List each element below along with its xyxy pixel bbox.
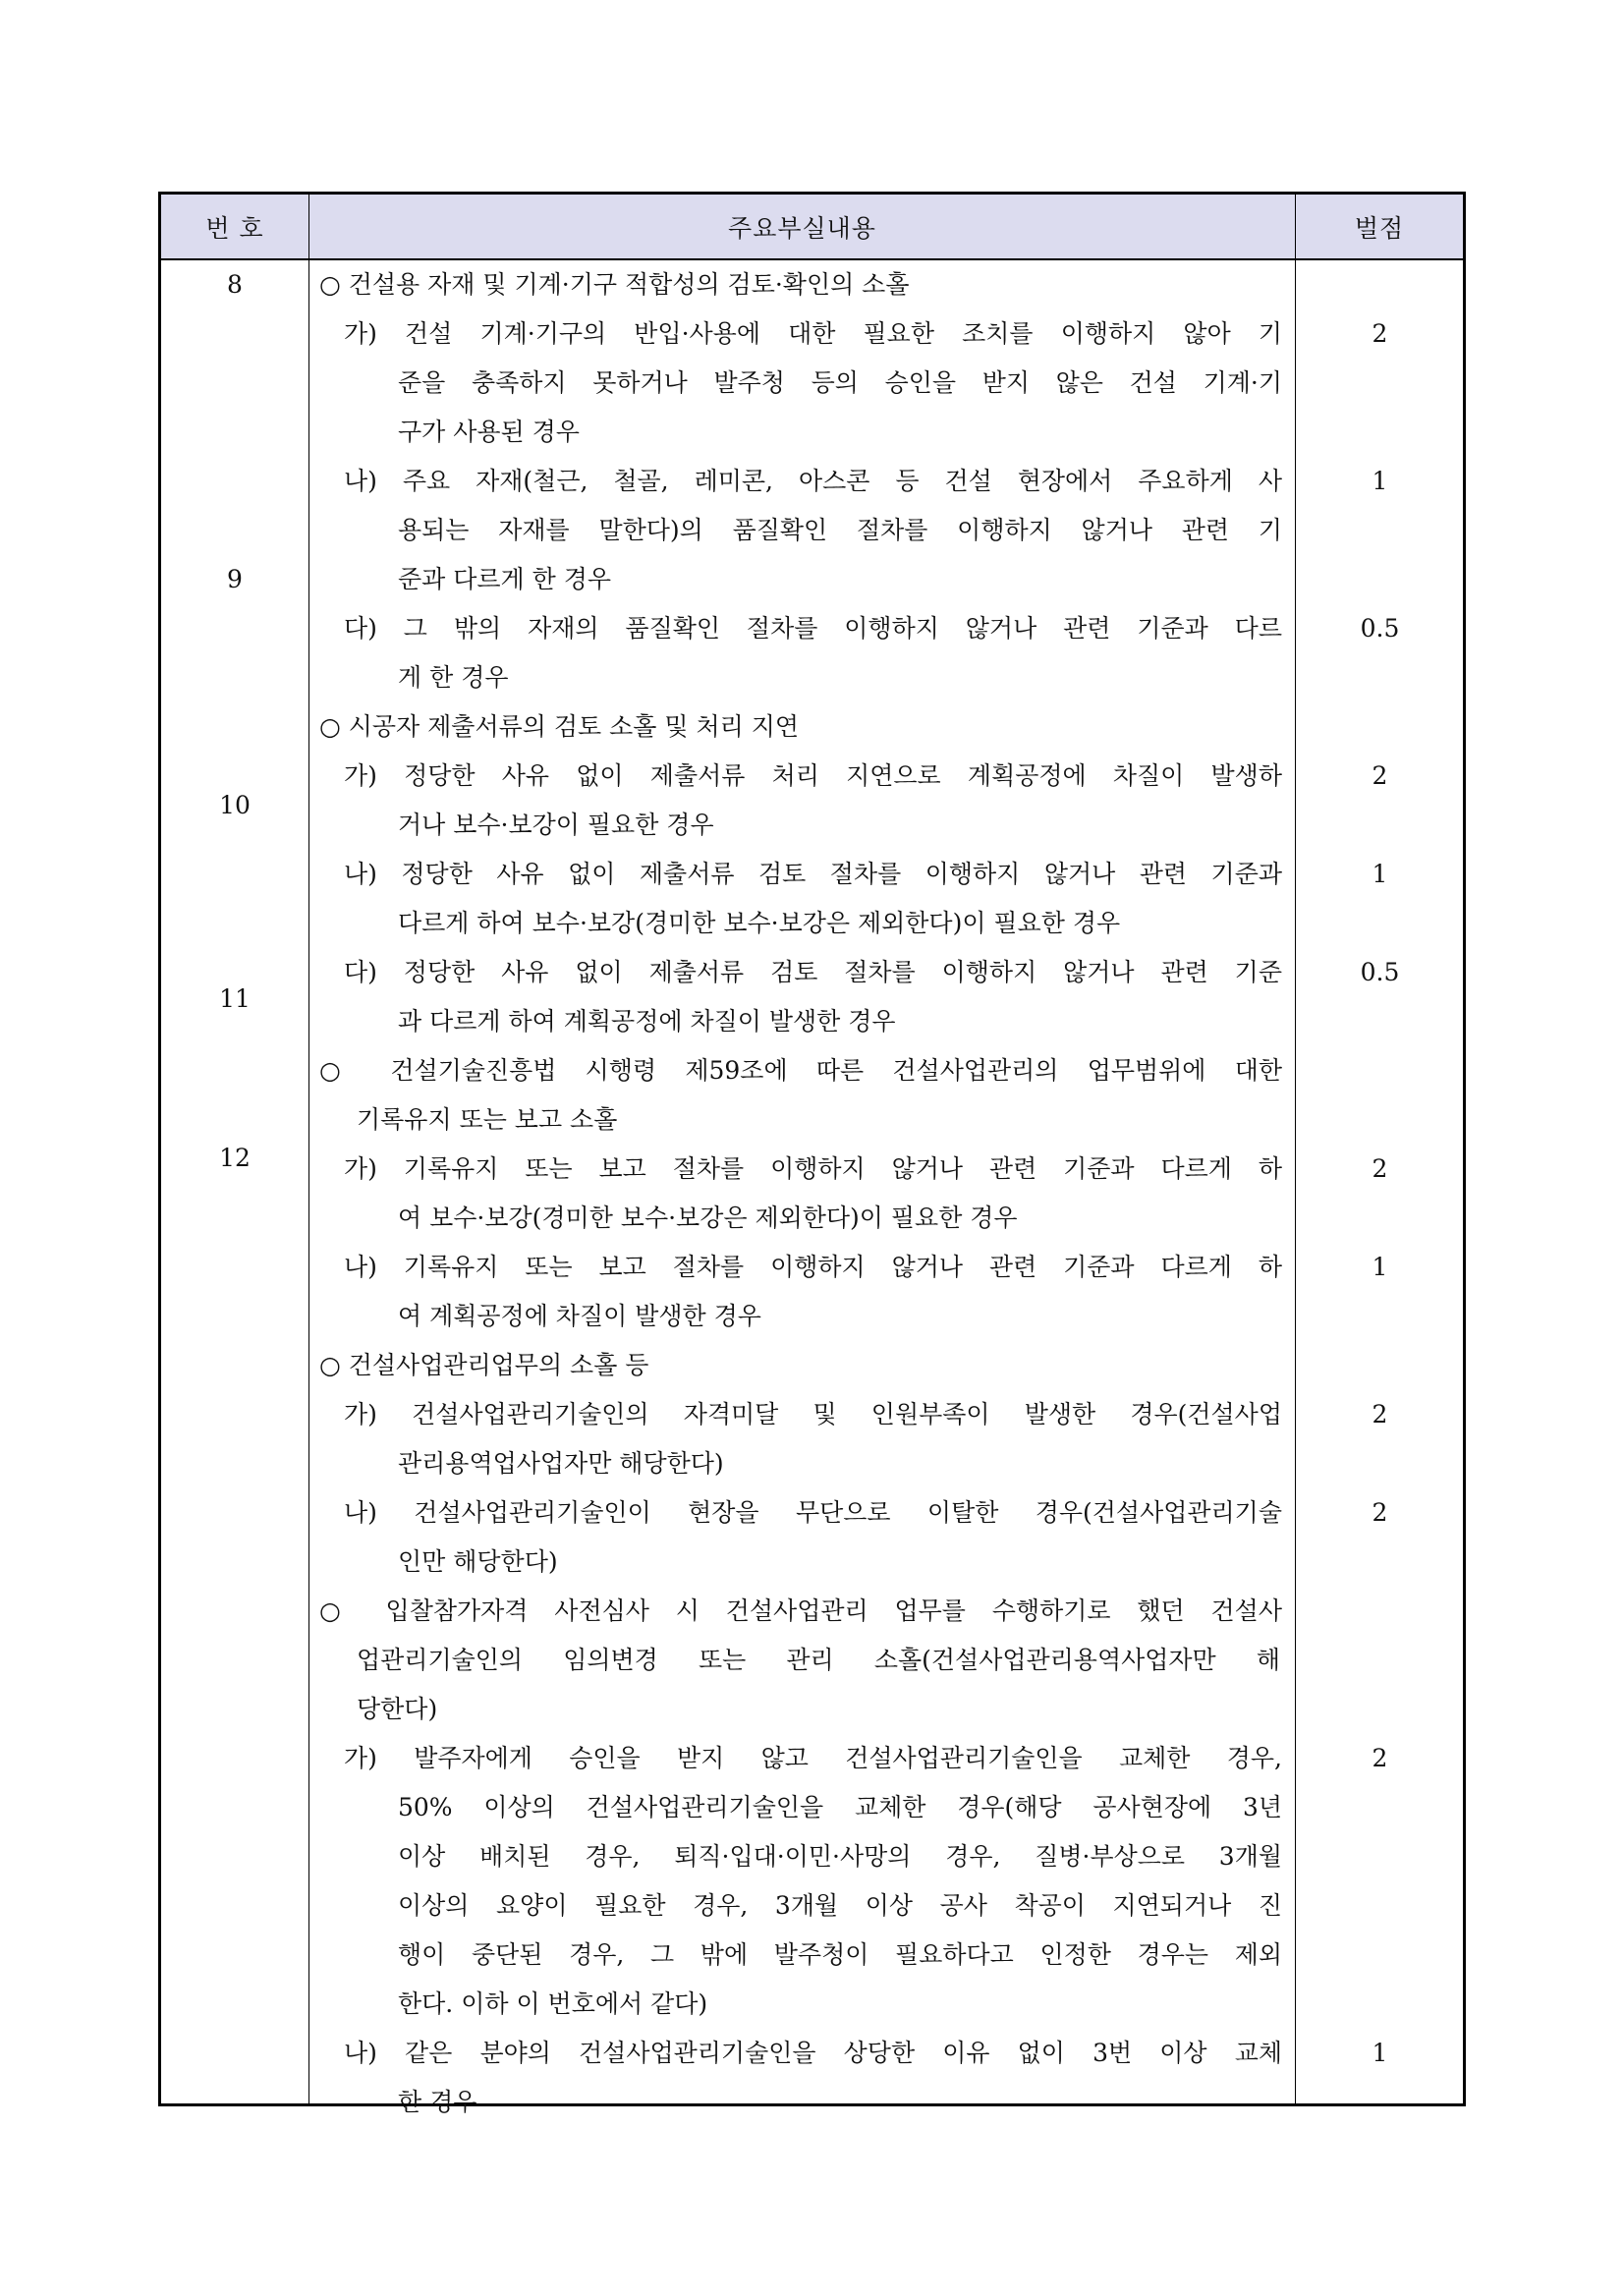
sub-item-line: 다르게 하여 보수·보강(경미한 보수·보강은 제외한다)이 필요한 경우 — [398, 909, 1121, 937]
penalty-points: 2 — [1372, 761, 1388, 790]
penalty-points: 0.5 — [1360, 958, 1400, 986]
sub-item-line: 게 한 경우 — [398, 663, 509, 692]
item-heading: ○ 시공자 제출서류의 검토 소홀 및 처리 지연 — [319, 712, 799, 741]
sub-item-line: 다) 그 밖의 자재의 품질확인 절차를 이행하지 않거나 관련 기준과 다르 — [344, 614, 1282, 643]
sub-item-line: 용되는 자재를 말한다)의 품질확인 절차를 이행하지 않거나 관련 기 — [398, 516, 1282, 544]
item-heading: ○ 건설용 자재 및 기계·기구 적합성의 검토·확인의 소홀 — [319, 270, 910, 299]
sub-item-line: 다) 정당한 사유 없이 제출서류 검토 절차를 이행하지 않거나 관련 기준 — [344, 958, 1282, 986]
penalty-points: 2 — [1372, 1400, 1388, 1428]
content-column — [308, 260, 1295, 2116]
sub-item-line: 이상의 요양이 필요한 경우, 3개월 이상 공사 착공이 지연되거나 진 — [398, 1891, 1282, 1920]
row-number: 10 — [219, 791, 251, 819]
penalty-points: 2 — [1372, 319, 1388, 348]
number-column — [161, 260, 308, 2103]
item-heading: 기록유지 또는 보고 소홀 — [357, 1105, 618, 1134]
header-points: 벌점 — [1295, 195, 1463, 258]
sub-item-line: 준을 충족하지 못하거나 발주청 등의 승인을 받지 않은 건설 기계·기 — [398, 368, 1282, 397]
sub-item-line: 나) 건설사업관리기술인이 현장을 무단으로 이탈한 경우(건설사업관리기술 — [344, 1498, 1282, 1527]
header-content: 주요부실내용 — [308, 195, 1295, 258]
sub-item-line: 가) 정당한 사유 없이 제출서류 처리 지연으로 계획공정에 차질이 발생하 — [344, 761, 1282, 790]
penalty-points: 2 — [1372, 1498, 1388, 1527]
row-number: 8 — [227, 270, 243, 299]
sub-item-line: 과 다르게 하여 계획공정에 차질이 발생한 경우 — [398, 1007, 896, 1036]
penalty-points: 2 — [1372, 1154, 1388, 1183]
sub-item-line: 가) 건설 기계·기구의 반입·사용에 대한 필요한 조치를 이행하지 않아 기 — [344, 319, 1282, 348]
penalty-points: 1 — [1372, 467, 1388, 495]
penalty-points: 0.5 — [1360, 614, 1400, 643]
sub-item-line: 나) 기록유지 또는 보고 절차를 이행하지 않거나 관련 기준과 다르게 하 — [344, 1253, 1282, 1281]
item-heading: 당한다) — [357, 1695, 438, 1723]
sub-item-line: 나) 같은 분야의 건설사업관리기술인을 상당한 이유 없이 3번 이상 교체 — [344, 2039, 1282, 2067]
sub-item-line: 이상 배치된 경우, 퇴직·입대·이민·사망의 경우, 질병·부상으로 3개월 — [398, 1842, 1282, 1871]
item-heading: ○ 건설기술진흥법 시행령 제59조에 따른 건설사업관리의 업무범위에 대한 — [319, 1056, 1282, 1085]
sub-item-line: 50% 이상의 건설사업관리기술인을 교체한 경우(해당 공사현장에 3년 — [398, 1793, 1282, 1821]
penalty-points: 1 — [1372, 860, 1388, 888]
item-heading: ○ 입찰참가자격 사전심사 시 건설사업관리 업무를 수행하기로 했던 건설사 — [319, 1596, 1282, 1625]
sub-item-line: 한 경우 — [398, 2088, 477, 2116]
penalty-points: 1 — [1372, 2039, 1388, 2067]
points-column — [1295, 260, 1463, 2103]
table-header — [161, 195, 1463, 260]
sub-item-line: 준과 다르게 한 경우 — [398, 565, 612, 593]
item-heading: ○ 건설사업관리업무의 소홀 등 — [319, 1351, 649, 1379]
sub-item-line: 여 보수·보강(경미한 보수·보강은 제외한다)이 필요한 경우 — [398, 1204, 1018, 1232]
sub-item-line: 나) 주요 자재(철근, 철골, 레미콘, 아스콘 등 건설 현장에서 주요하게 사 — [344, 467, 1282, 495]
penalty-points: 2 — [1372, 1744, 1388, 1772]
item-heading: 업관리기술인의 임의변경 또는 관리 소홀(건설사업관리용역사업자만 해 — [357, 1646, 1280, 1674]
row-number: 12 — [219, 1144, 251, 1172]
sub-item-line: 거나 보수·보강이 필요한 경우 — [398, 811, 714, 839]
sub-item-line: 인만 해당한다) — [398, 1547, 558, 1576]
row-number: 11 — [219, 984, 251, 1013]
sub-item-line: 가) 건설사업관리기술인의 자격미달 및 인원부족이 발생한 경우(건설사업 — [344, 1400, 1282, 1428]
table-body — [161, 260, 1463, 2116]
sub-item-line: 가) 기록유지 또는 보고 절차를 이행하지 않거나 관련 기준과 다르게 하 — [344, 1154, 1282, 1183]
sub-item-line: 나) 정당한 사유 없이 제출서류 검토 절차를 이행하지 않거나 관련 기준과 — [344, 860, 1282, 888]
sub-item-line: 관리용역업사업자만 해당한다) — [398, 1449, 724, 1478]
sub-item-line: 구가 사용된 경우 — [398, 418, 580, 446]
penalty-table — [158, 192, 1466, 2116]
sub-item-line: 가) 발주자에게 승인을 받지 않고 건설사업관리기술인을 교체한 경우, — [344, 1744, 1282, 1772]
header-number: 번 호 — [205, 213, 264, 243]
penalty-points: 1 — [1372, 1253, 1388, 1281]
row-number: 9 — [227, 565, 243, 593]
sub-item-line: 행이 중단된 경우, 그 밖에 발주청이 필요하다고 인정한 경우는 제외 — [398, 1940, 1282, 1969]
sub-item-line: 여 계획공정에 차질이 발생한 경우 — [398, 1302, 761, 1330]
sub-item-line: 한다. 이하 이 번호에서 같다) — [398, 1989, 708, 2018]
